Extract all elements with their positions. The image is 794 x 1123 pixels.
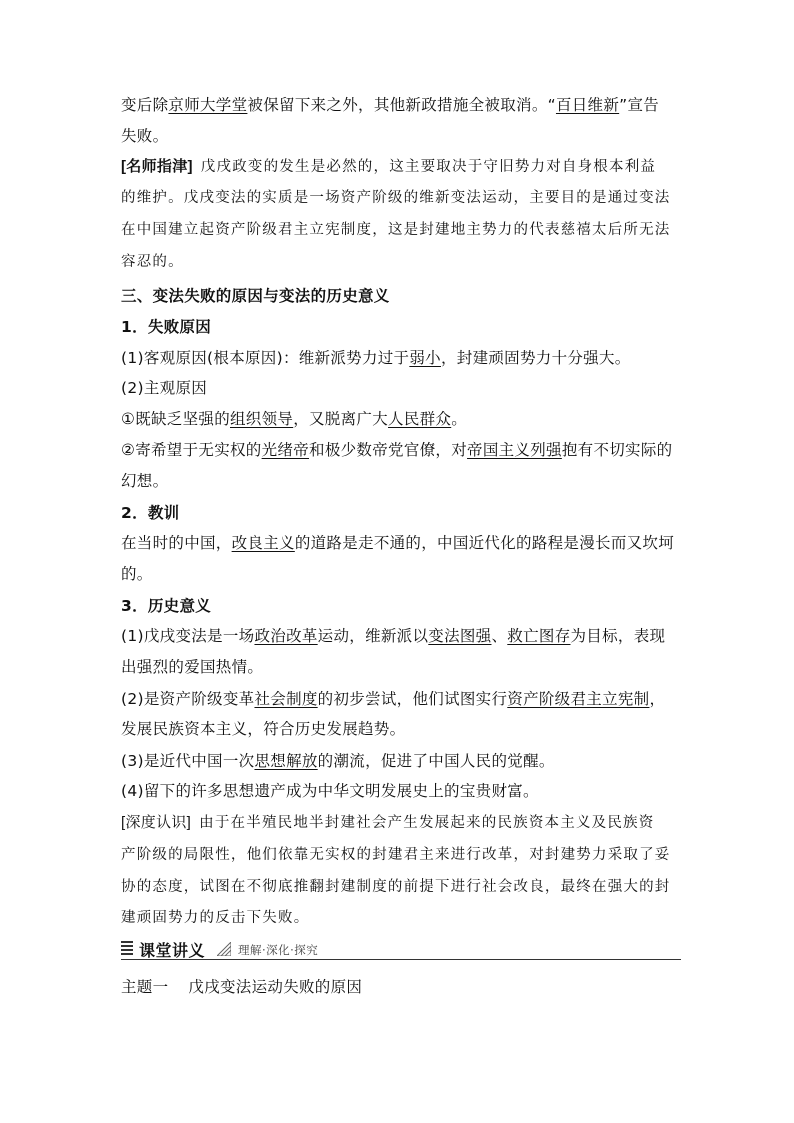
paragraph-line: 在当时的中国，改良主义的道路是走不通的，中国近代化的路程是漫长而又坎坷 [121,534,675,552]
topic-label: 主题一 [121,978,169,996]
key-term: 人民群众 [388,410,452,428]
paragraph-line: (4)留下的许多思想遗产成为中华文明发展史上的宝贵财富。 [121,782,539,800]
paragraph-line: ①既缺乏坚强的组织领导，又脱离广大人民群众。 [121,410,468,428]
key-term: 资产阶级君主立宪制 [507,690,650,708]
key-term: 帝国主义列强 [467,441,562,459]
paragraph-line: (2)是资产阶级变革社会制度的初步尝试，他们试图实行资产阶级君主立宪制， [121,690,666,708]
topic-line [121,977,681,997]
deep-note-line: 协的态度，试图在不彻底推翻封建制度的前提下进行社会改良，最终在强大的封 [121,879,671,895]
key-term: 百日维新 [555,96,620,114]
paragraph-line: (1)客观原因(根本原因)：维新派势力过于弱小，封建顽固势力十分强大。 [121,349,631,367]
key-term: 思想解放 [254,752,318,770]
key-term: 变法图强 [428,627,492,645]
paragraph-line: 出强烈的爱国热情。 [121,658,264,676]
deep-note-label: [深度认识] [121,814,192,831]
key-term: 救亡图存 [507,627,571,645]
paragraph-line: ②寄希望于无实权的光绪帝和极少数帝党官僚，对帝国主义列强抱有不切实际的 [121,441,673,459]
key-term: 改良主义 [231,534,295,552]
divider [121,959,681,960]
subsection-title: 2．教训 [121,504,180,522]
triangle-hatch-icon [217,942,231,956]
teacher-note-line: 在中国建立起资产阶级君主立宪制度，这是封建地主势力的代表慈禧太后所无法 [121,222,671,238]
stripes-icon [121,941,133,955]
key-term: 京师大学堂 [168,96,248,114]
paragraph-line: 发展民族资本主义，符合历史发展趋势。 [121,720,406,738]
teacher-note-line: [名师指津] 戊戌政变的发生是必然的，这主要取决于守旧势力对自身根本利益 [121,158,657,175]
key-term: 光绪帝 [261,441,310,459]
teacher-note-line: 容忍的。 [121,254,184,270]
paragraph-line: 的。 [121,565,153,583]
paragraph-line: 失败。 [121,127,169,145]
subsection-title: 3．历史意义 [121,597,212,615]
key-term: 政治改革 [254,627,318,645]
key-term: 社会制度 [254,690,318,708]
topic-title: 戊戌变法运动失败的原因 [188,978,363,996]
deep-note-line: 产阶级的局限性，他们依靠无实权的封建君主来进行改革，对封建势力采取了妥 [121,847,671,863]
section-header-subtitle: 理解·深化·探究 [238,943,319,957]
paragraph-line: 变后除京师大学堂被保留下来之外，其他新政措施全被取消。“百日维新”宣告 [121,96,660,114]
teacher-note-line: 的维护。戊戌变法的实质是一场资产阶级的维新变法运动，主要目的是通过变法 [121,190,671,206]
paragraph-line: (1)戊戌变法是一场政治改革运动，维新派以变法图强、救亡图存为目标，表现 [121,627,666,645]
section-heading: 三、变法失败的原因与变法的历史意义 [121,287,390,305]
deep-note-line: [深度认识] 由于在半殖民地半封建社会产生发展起来的民族资本主义及民族资 [121,814,655,831]
paragraph-line: (2)主观原因 [121,379,208,397]
section-header [121,937,681,963]
section-header-title: 课堂讲义 [139,941,206,960]
subsection-title: 1．失败原因 [121,318,212,336]
teacher-note-label: [名师指津] [121,158,193,175]
paragraph-line: (3)是近代中国一次思想解放的潮流，促进了中国人民的觉醒。 [121,752,555,770]
key-term: 组织领导 [230,410,294,428]
key-term: 弱小 [409,349,441,367]
paragraph-line: 幻想。 [121,472,169,490]
deep-note-line: 建顽固势力的反击下失败。 [121,910,310,926]
